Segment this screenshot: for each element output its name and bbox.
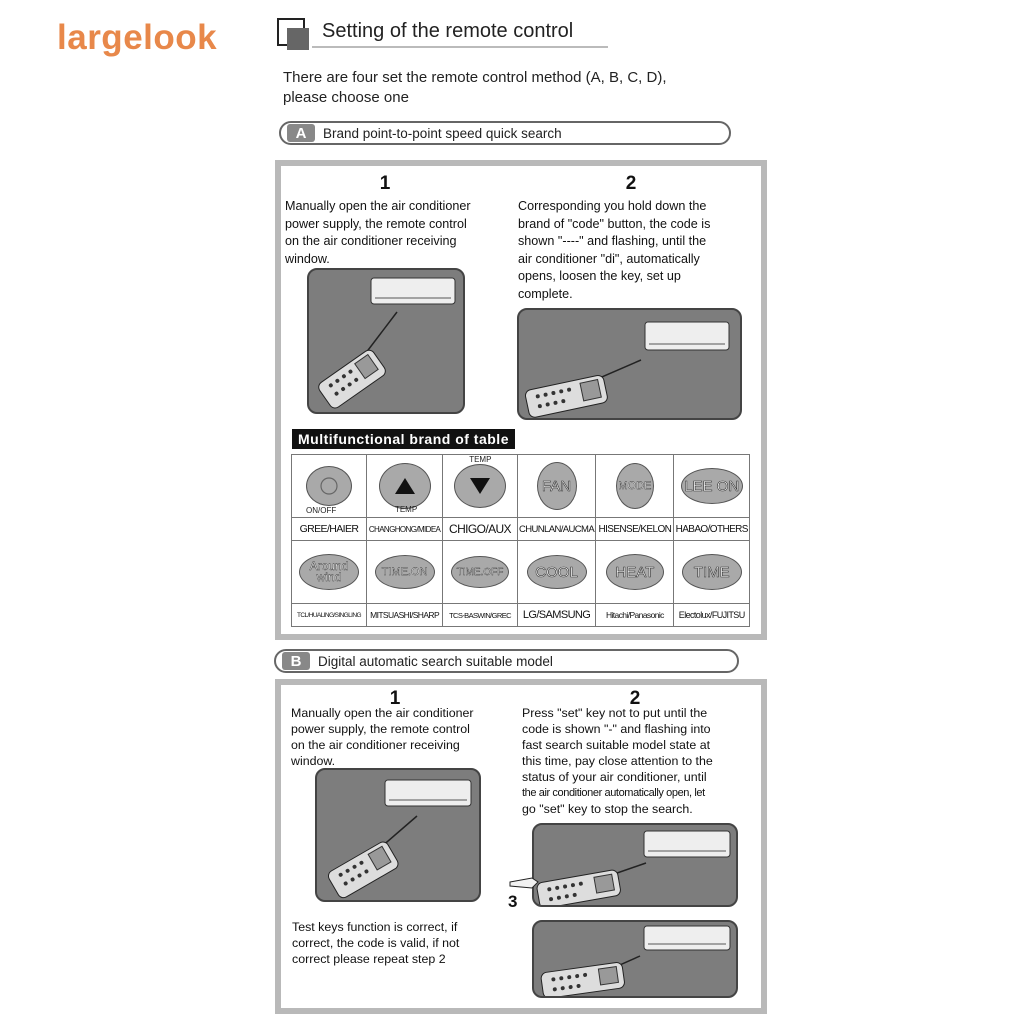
text-line: on the air conditioner receiving [285, 234, 457, 248]
key-mode-cell [596, 455, 674, 518]
text-line: the air conditioner automatically open, let [522, 787, 705, 799]
brand-label: Electolux/FUJITSU [674, 604, 750, 627]
text-line: fast search suitable model state at [522, 738, 711, 752]
text-line: power supply, the remote control [291, 722, 470, 736]
text-line: Test keys function is correct, if [292, 920, 458, 934]
power-icon [318, 475, 340, 497]
key-heat-cell [596, 541, 674, 604]
time-on-key: TIME.ON [375, 555, 435, 589]
section-b-label: Digital automatic search suitable model [318, 653, 553, 669]
section-b-step2-number: 2 [629, 688, 641, 709]
text-line: Manually open the air conditioner [285, 199, 471, 213]
finger-press-icon [508, 872, 542, 894]
intro-line-1: There are four set the remote control method (A, B, C, D), [283, 69, 667, 86]
brand-label: HABAO/OTHERS [674, 518, 750, 541]
heat-key: HEAT [606, 554, 664, 590]
text-line: window. [291, 754, 336, 768]
brand-label: TCL/HUALING/SINGLING [292, 604, 367, 627]
section-b-step1-number: 1 [389, 688, 401, 709]
section-a-step2-illustration [517, 308, 742, 420]
temp-down-key [454, 464, 506, 508]
text-line: brand of "code" button, the code is [518, 216, 711, 231]
key-sub-label: TEMP [394, 505, 418, 514]
key-fan-cell [517, 455, 596, 518]
brand-label: CHIGO/AUX [443, 518, 518, 541]
section-b-header [274, 649, 739, 673]
temp-up-key [379, 463, 431, 509]
brand-logo: largelook [57, 18, 218, 57]
text-line: code is shown "-" and flashing into [522, 722, 711, 736]
section-b-step1-text [291, 705, 516, 769]
brand-table [291, 454, 750, 627]
intro-line-2: please choose one [283, 89, 409, 106]
brand-label: TCS-BASWIN/GREC [443, 604, 518, 627]
cool-key: COOL [527, 555, 587, 589]
ac-remote-illustration [534, 922, 738, 998]
brand-table-title: Multifunctional brand of table [292, 429, 515, 449]
power-key [306, 466, 352, 506]
title-square-icon [277, 18, 309, 50]
ac-remote-illustration [534, 825, 738, 907]
time-key: TIME [682, 554, 742, 590]
page-title: Setting of the remote control [322, 20, 574, 42]
key-time-cell [674, 541, 750, 604]
key-sub-label: ON/OFF [306, 506, 337, 515]
around-wind-key: Around wind [299, 554, 359, 590]
key-sub-label: TEMP [469, 455, 492, 464]
brand-label: Hitachi/Panasonic [596, 604, 674, 627]
text-line: on the air conditioner receiving [291, 738, 460, 752]
brand-label: HISENSE/KELON [596, 518, 674, 541]
text-line: window. [285, 251, 330, 266]
text-line: go "set" key to stop the search. [522, 802, 693, 816]
section-a-step1-illustration [307, 268, 465, 414]
brand-label: LG/SAMSUNG [517, 604, 596, 627]
text-line: shown "----" and flashing, until the [518, 234, 707, 248]
section-a-letter: A [287, 124, 315, 142]
text-line: air conditioner "di", automatically [518, 251, 700, 266]
section-a-step2-number: 2 [625, 173, 637, 194]
text-line: power supply, the remote control [285, 216, 467, 231]
text-line: this time, pay close attention to the [522, 754, 713, 768]
brand-label: CHANGHONG/MIDEA [366, 518, 442, 541]
section-a-step2-text [518, 198, 758, 303]
key-onoff-cell [292, 455, 367, 518]
section-b-step3-illustration [532, 920, 738, 998]
section-a-step1-number: 1 [379, 173, 391, 194]
text-line: correct, the code is valid, if not [292, 936, 460, 950]
section-a-header [279, 121, 731, 145]
fan-key: FAN [537, 462, 577, 510]
brand-label: CHUNLAN/AUCMA [517, 518, 596, 541]
key-around-wind-cell [292, 541, 367, 604]
section-b-step3-number: 3 [508, 892, 518, 911]
section-b-step2-text [522, 705, 758, 817]
time-off-key: TIME.OFF [451, 556, 509, 588]
ac-remote-illustration [317, 770, 481, 902]
key-temp-down-cell [443, 455, 518, 518]
mode-key: MODE [616, 463, 654, 509]
section-a-step1-text [285, 198, 515, 268]
section-b-step1-illustration [315, 768, 481, 902]
text-line: Corresponding you hold down the [518, 199, 707, 213]
ac-remote-illustration [309, 270, 465, 414]
text-line: complete. [518, 286, 573, 301]
section-b-step2-illustration [532, 823, 738, 907]
text-line: correct please repeat step 2 [292, 952, 446, 966]
section-b-test-text [292, 919, 517, 967]
section-a-label: Brand point-to-point speed quick search [323, 125, 562, 141]
title-underline [312, 46, 608, 48]
text-line: status of your air conditioner, until [522, 770, 707, 784]
key-time-off-cell [443, 541, 518, 604]
brand-label: GREE/HAIER [292, 518, 367, 541]
triangle-down-icon [469, 477, 491, 495]
intro-text [283, 68, 667, 108]
section-b-letter: B [282, 652, 310, 670]
brand-label: MITSUASHI/SHARP [366, 604, 442, 627]
key-temp-up-cell [366, 455, 442, 518]
text-line: Press "set" key not to put until the [522, 706, 708, 720]
key-cool-cell [517, 541, 596, 604]
key-leeon-cell [674, 455, 750, 518]
key-time-on-cell [366, 541, 442, 604]
lee-on-key: LEE ON [681, 468, 743, 504]
text-line: Manually open the air conditioner [291, 706, 474, 720]
text-line: opens, loosen the key, set up [518, 269, 681, 283]
triangle-up-icon [394, 477, 416, 495]
ac-remote-illustration [519, 310, 742, 420]
